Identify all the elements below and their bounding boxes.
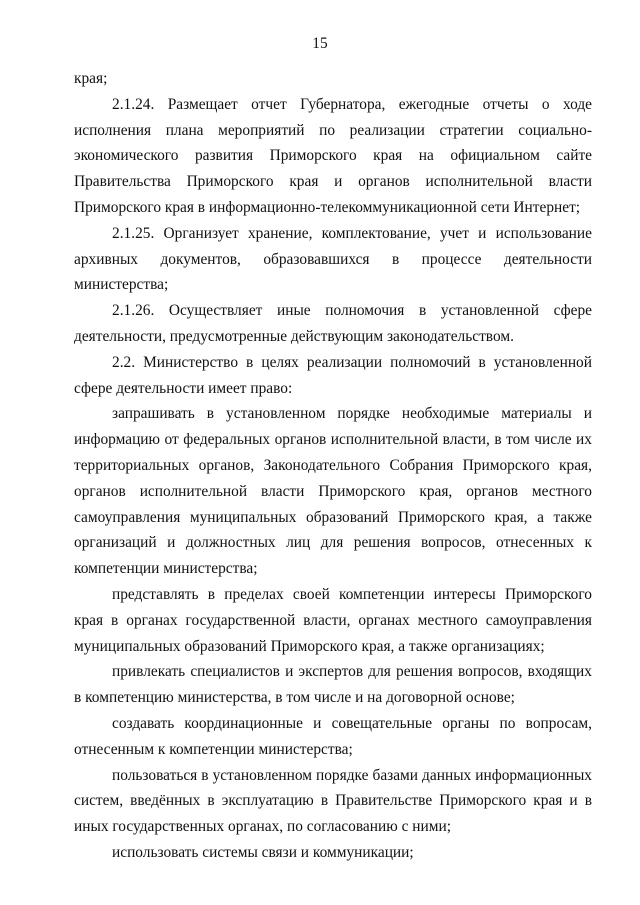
paragraph-2-1-26: 2.1.26. Осуществляет иные полномочия в установленной сфере деятельности, предусмотренные действующим законодательством. xyxy=(74,302,592,345)
paragraph-2-2: 2.2. Министерство в целях реализации полномочий в установленной сфере деятельности имеет право: xyxy=(74,353,592,397)
paragraph-continuation: края; xyxy=(74,70,108,87)
right-request-information: запрашивать в установленном порядке необходимые материалы и информацию от федеральных органов исполнительной власти, в том числе их территориальных органов, Законодательного Собрания Приморского края, органов исполнительной власти Приморского края, органов местного самоуправления муниципальных образований Приморского края, а также организаций и должностных лиц для решения вопросов, отнесенных к компетенции министерства; xyxy=(74,405,592,578)
document-body xyxy=(74,66,592,866)
right-create-bodies: создавать координационные и совещательные органы по вопросам, отнесенным к компетенции министерства; xyxy=(74,714,592,758)
right-use-databases: пользоваться в установленном порядке базами данных информационных систем, введённых в эксплуатацию в Правительстве Приморского края и в иных государственных органах, по согласованию с ними; xyxy=(74,766,592,836)
right-use-communications: использовать системы связи и коммуникации; xyxy=(112,843,414,861)
page-number: 15 xyxy=(312,35,328,52)
paragraph-2-1-24: 2.1.24. Размещает отчет Губернатора, ежегодные отчеты о ходе исполнения плана мероприятий по реализации стратегии социально-экономического развития Приморского края на официальном сайте Правительства Приморского края и органов исполнительной власти Приморского края в информационно-телекоммуникационной сети Интернет; xyxy=(74,95,592,216)
paragraph-2-1-25: 2.1.25. Организует хранение, комплектование, учет и использование архивных документов, образовавшихся в процессе деятельности министерства; xyxy=(74,224,592,294)
right-involve-specialists: привлекать специалистов и экспертов для решения вопросов, входящих в компетенцию министерства, в том числе и на договорной основе; xyxy=(74,663,592,707)
right-represent-interests: представлять в пределах своей компетенции интересы Приморского края в органах государственной власти, органах местного самоуправления муниципальных образований Приморского края, а также организациях; xyxy=(74,585,592,655)
